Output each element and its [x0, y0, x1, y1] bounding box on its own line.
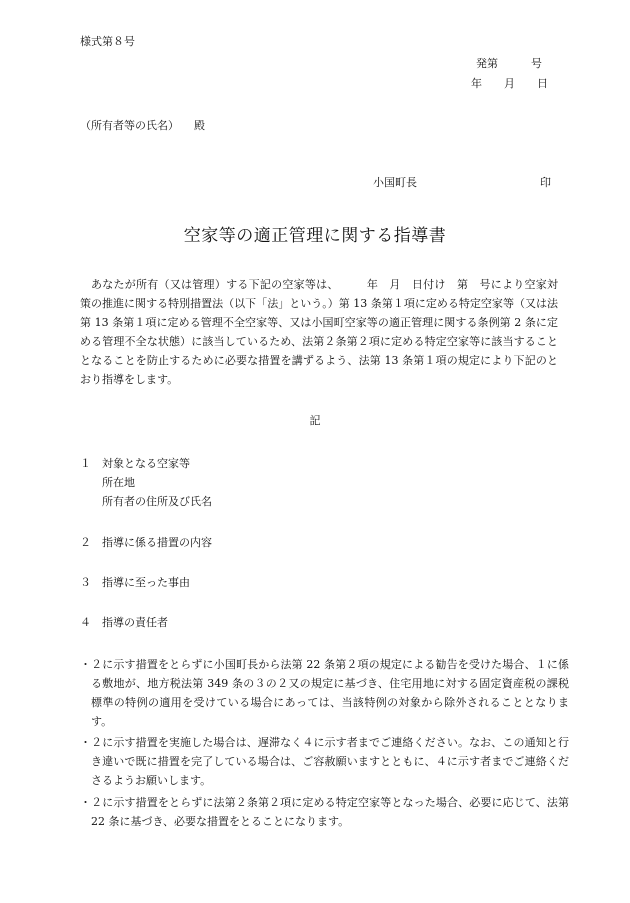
- body-paragraph: あなたが所有（又は管理）する下記の空家等は、 年 月 日付け 第 号により空家対策の推進に関する特別措置法（以下「法」という。）第 13 条第１項に定める特定空家等（又は法第 13 条第１項に定める管理不全空家等、又は小国町空家等の適正管理に関する条例第 2 条に定める管理不全な状態）に該当しているため、法第２条第２項に定める特定空家等に該当することとなることを防止するために必要な措置を講ずるよう、法第 13 条第１項の規定により下記のとおり指導をします。: [80, 278, 558, 386]
- issue-date: 年 月 日: [471, 77, 548, 90]
- note-paragraph: ・２に示す措置を実施した場合は、遅滞なく４に示す者までご連絡ください。なお、この通知と行き違いで既に措置を完了している場合は、ご容赦願いますとともに、４に示す者までご連絡くださるようお願いします。: [80, 736, 569, 787]
- note-paragraph: ・２に示す措置をとらずに法第２条第２項に定める特定空家等となった場合、必要に応じて、法第 22 条に基づき、必要な措置をとることになります。: [80, 796, 569, 828]
- item-label: 対象となる空家等: [102, 457, 190, 470]
- item-number: １: [80, 457, 91, 470]
- recipient-name: （所有者等の氏名）: [80, 119, 179, 132]
- item-label: 指導に係る措置の内容: [102, 536, 212, 549]
- document-title: 空家等の適正管理に関する指導書: [183, 226, 447, 246]
- form-number: 様式第８号: [80, 35, 135, 48]
- item-label: 指導の責任者: [102, 616, 168, 629]
- item-number: ４: [80, 616, 91, 629]
- item-label: 指導に至った事由: [102, 576, 190, 589]
- sender-name: 小国町長: [373, 176, 417, 189]
- recipient-honorific: 殿: [194, 119, 205, 132]
- item-sub-label: 所在地: [102, 476, 135, 489]
- ki-marker: 記: [309, 414, 321, 427]
- item-number: ３: [80, 576, 91, 589]
- issue-number: 発第 号: [476, 57, 542, 70]
- item-sub-label: 所有者の住所及び氏名: [102, 495, 212, 508]
- item-number: ２: [80, 536, 91, 549]
- note-paragraph: ・２に示す措置をとらずに小国町長から法第 22 条第２項の規定による勧告を受けた場合、１に係る敷地が、地方税法第 349 条の３の２又の規定に基づき、住宅用地に対する固定資産税の課税標準の特例の適用を受けている場合にあっては、当該特例の対象から除外されることとなります。: [80, 658, 569, 728]
- seal-mark: 印: [540, 176, 551, 189]
